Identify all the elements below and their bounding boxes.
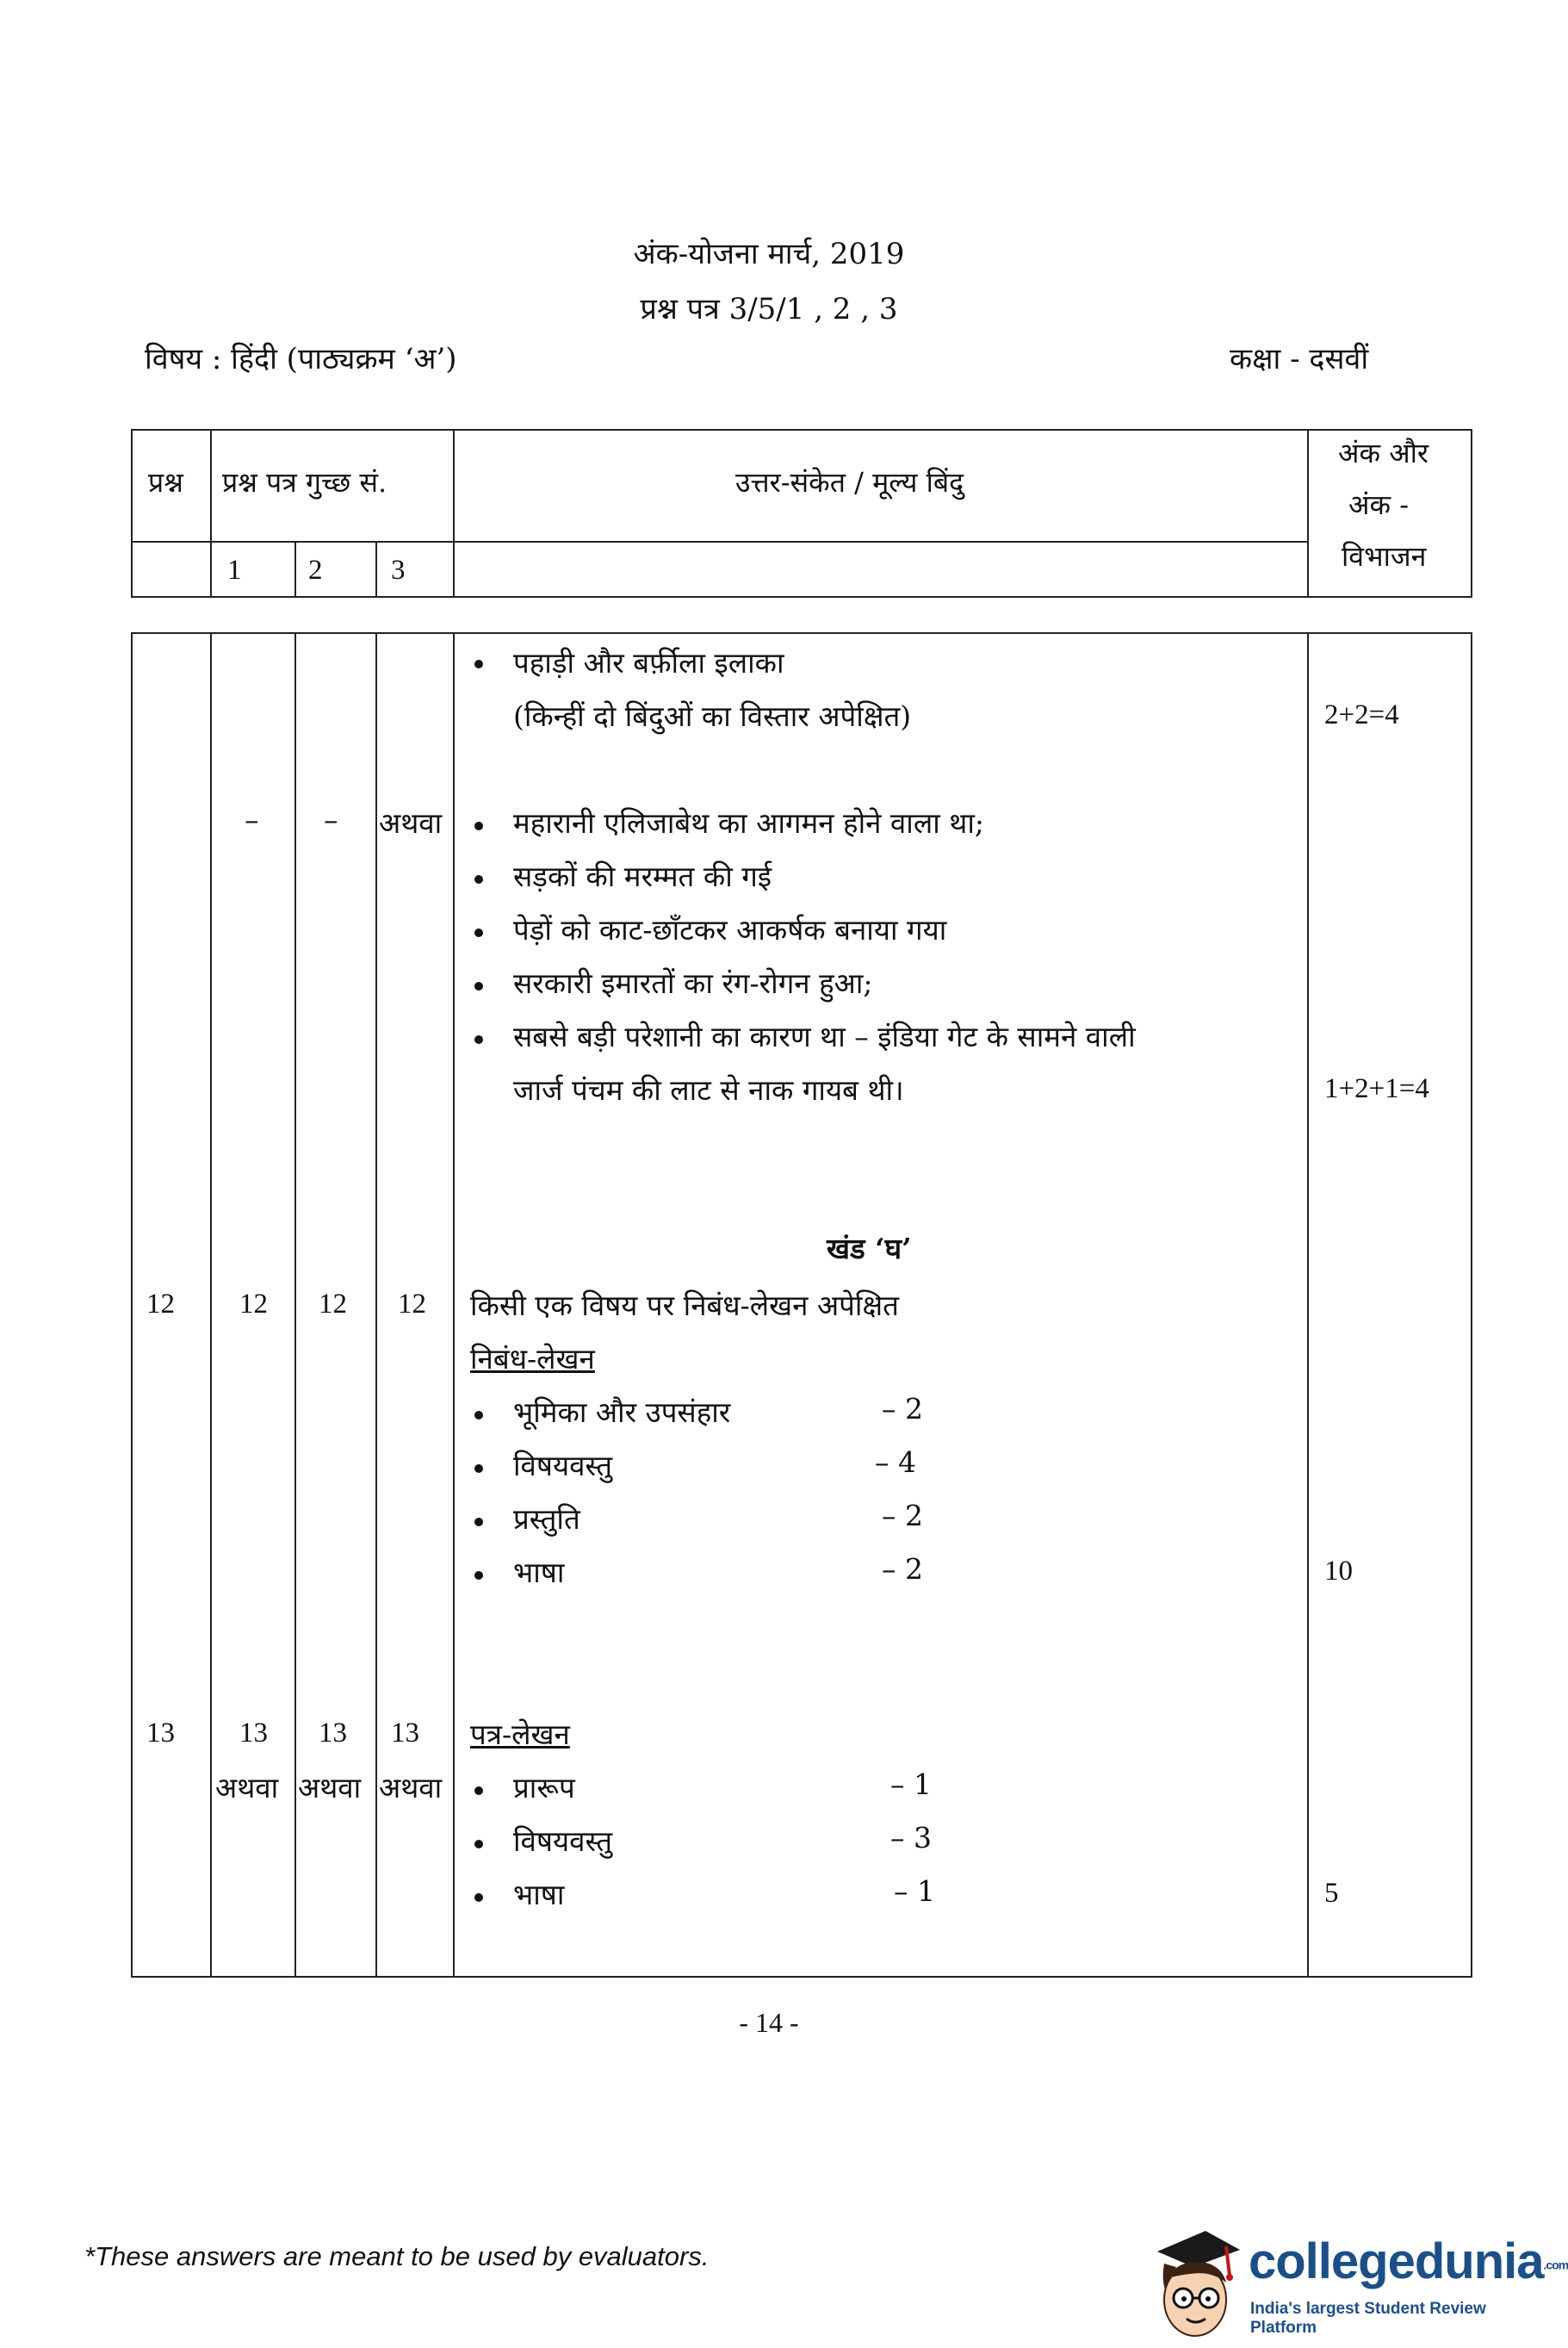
criteria-score: – 3 <box>890 1821 932 1854</box>
subject-label: विषय : हिंदी (पाठ्यक्रम ‘अ’) <box>145 342 457 376</box>
criteria-label: प्रारूप <box>513 1771 575 1804</box>
question-number: 12 <box>146 1289 175 1320</box>
header-set-3: 3 <box>391 555 406 586</box>
criteria-label: प्रस्तुति <box>513 1502 580 1536</box>
bullet <box>474 929 483 937</box>
criteria-label: विषयवस्तु <box>513 1449 613 1482</box>
criteria-score: – 4 <box>875 1445 916 1479</box>
header-marks-2: अंक - <box>1348 488 1410 521</box>
answer-point: पेड़ों को काट-छाँटकर आकर्षक बनाया गया <box>513 913 947 947</box>
criteria-label: विषयवस्तु <box>513 1824 613 1858</box>
criteria-score: – 1 <box>894 1874 935 1908</box>
answer-point: सरकारी इमारतों का रंग-रोगन हुआ; <box>513 966 873 1000</box>
question-number: 13 <box>146 1718 175 1749</box>
set-1-number: 12 <box>239 1289 268 1320</box>
bullet <box>474 1786 483 1795</box>
bullet <box>474 1893 483 1902</box>
criteria-score: – 2 <box>882 1499 923 1532</box>
answer-point: महारानी एलिजाबेथ का आगमन होने वाला था; <box>513 806 984 840</box>
bullet <box>474 982 483 991</box>
answer-point: सड़कों की मरम्मत की गई <box>513 860 772 893</box>
answer-point: सबसे बड़ी परेशानी का कारण था – इंडिया गेट के सामने वाली <box>513 1020 1136 1053</box>
set-3-number: 12 <box>398 1289 426 1320</box>
set-2-dash: – <box>324 803 338 836</box>
marks-value: 1+2+1=4 <box>1324 1073 1429 1104</box>
set-2-number: 12 <box>319 1289 347 1320</box>
bullet <box>474 1571 483 1580</box>
header-set-number: प्रश्न पत्र गुच्छ सं. <box>222 466 387 499</box>
evaluator-note: *These answers are meant to be used by evaluators. <box>84 2241 710 2271</box>
set-3-athva: अथवा <box>379 1771 443 1804</box>
answer-note: (किन्हीं दो बिंदुओं का विस्तार अपेक्षित) <box>513 699 912 733</box>
document-title: अंक-योजना मार्च, 2019 <box>633 237 905 271</box>
essay-subheading: निबंध-लेखन <box>470 1342 595 1376</box>
set-1-number: 13 <box>239 1718 268 1749</box>
header-question: प्रश्न <box>148 466 183 499</box>
criteria-label: भाषा <box>513 1556 565 1589</box>
set-1-dash: – <box>245 803 259 836</box>
logo-tagline: India's largest Student Review Platform <box>1250 2300 1486 2337</box>
class-label: कक्षा - दसवीं <box>1230 342 1369 376</box>
set-1-athva: अथवा <box>215 1771 279 1804</box>
set-3-athva: अथवा <box>379 806 443 840</box>
bullet <box>474 1035 483 1044</box>
criteria-score: – 1 <box>890 1767 932 1801</box>
header-set-2: 2 <box>308 555 323 586</box>
set-3-number: 13 <box>391 1718 419 1749</box>
essay-intro: किसी एक विषय पर निबंध-लेखन अपेक्षित <box>470 1289 899 1322</box>
page-number: - 14 - <box>739 2007 799 2038</box>
bullet <box>474 1518 483 1526</box>
bullet <box>474 1840 483 1848</box>
set-2-number: 13 <box>319 1718 347 1749</box>
answer-point: पहाड़ी और बर्फ़ीला इलाका <box>513 646 784 680</box>
criteria-label: भूमिका और उपसंहार <box>513 1395 731 1429</box>
answer-point-continued: जार्ज पंचम की लाट से नाक गायब थी। <box>513 1073 904 1107</box>
bullet <box>474 822 483 830</box>
marks-value: 2+2=4 <box>1324 699 1399 730</box>
bullet <box>474 1464 483 1473</box>
paper-code: प्रश्न पत्र 3/5/1 , 2 , 3 <box>640 292 898 326</box>
header-marks-1: अंक और <box>1338 437 1429 469</box>
criteria-score: – 2 <box>882 1552 923 1586</box>
bullet <box>474 660 483 668</box>
header-table <box>131 429 1472 598</box>
header-set-1: 1 <box>227 555 242 586</box>
marks-value: 10 <box>1324 1556 1353 1587</box>
student-mascot-icon <box>1145 2222 1247 2348</box>
header-marks-3: विभाजन <box>1342 540 1427 573</box>
logo-wordmark: collegedunia.com <box>1249 2233 1568 2289</box>
criteria-score: – 2 <box>882 1392 923 1426</box>
bullet <box>474 1411 483 1419</box>
answer-table <box>131 632 1472 1978</box>
marks-value: 5 <box>1324 1878 1339 1909</box>
header-answer: उत्तर-संकेत / मूल्य बिंदु <box>735 466 964 499</box>
bullet <box>474 875 483 884</box>
collegedunia-logo[interactable] <box>1145 2222 1568 2348</box>
letter-subheading: पत्र-लेखन <box>470 1718 570 1751</box>
section-heading: खंड ‘घ’ <box>827 1232 912 1265</box>
criteria-label: भाषा <box>513 1878 565 1911</box>
set-2-athva: अथवा <box>298 1771 362 1804</box>
